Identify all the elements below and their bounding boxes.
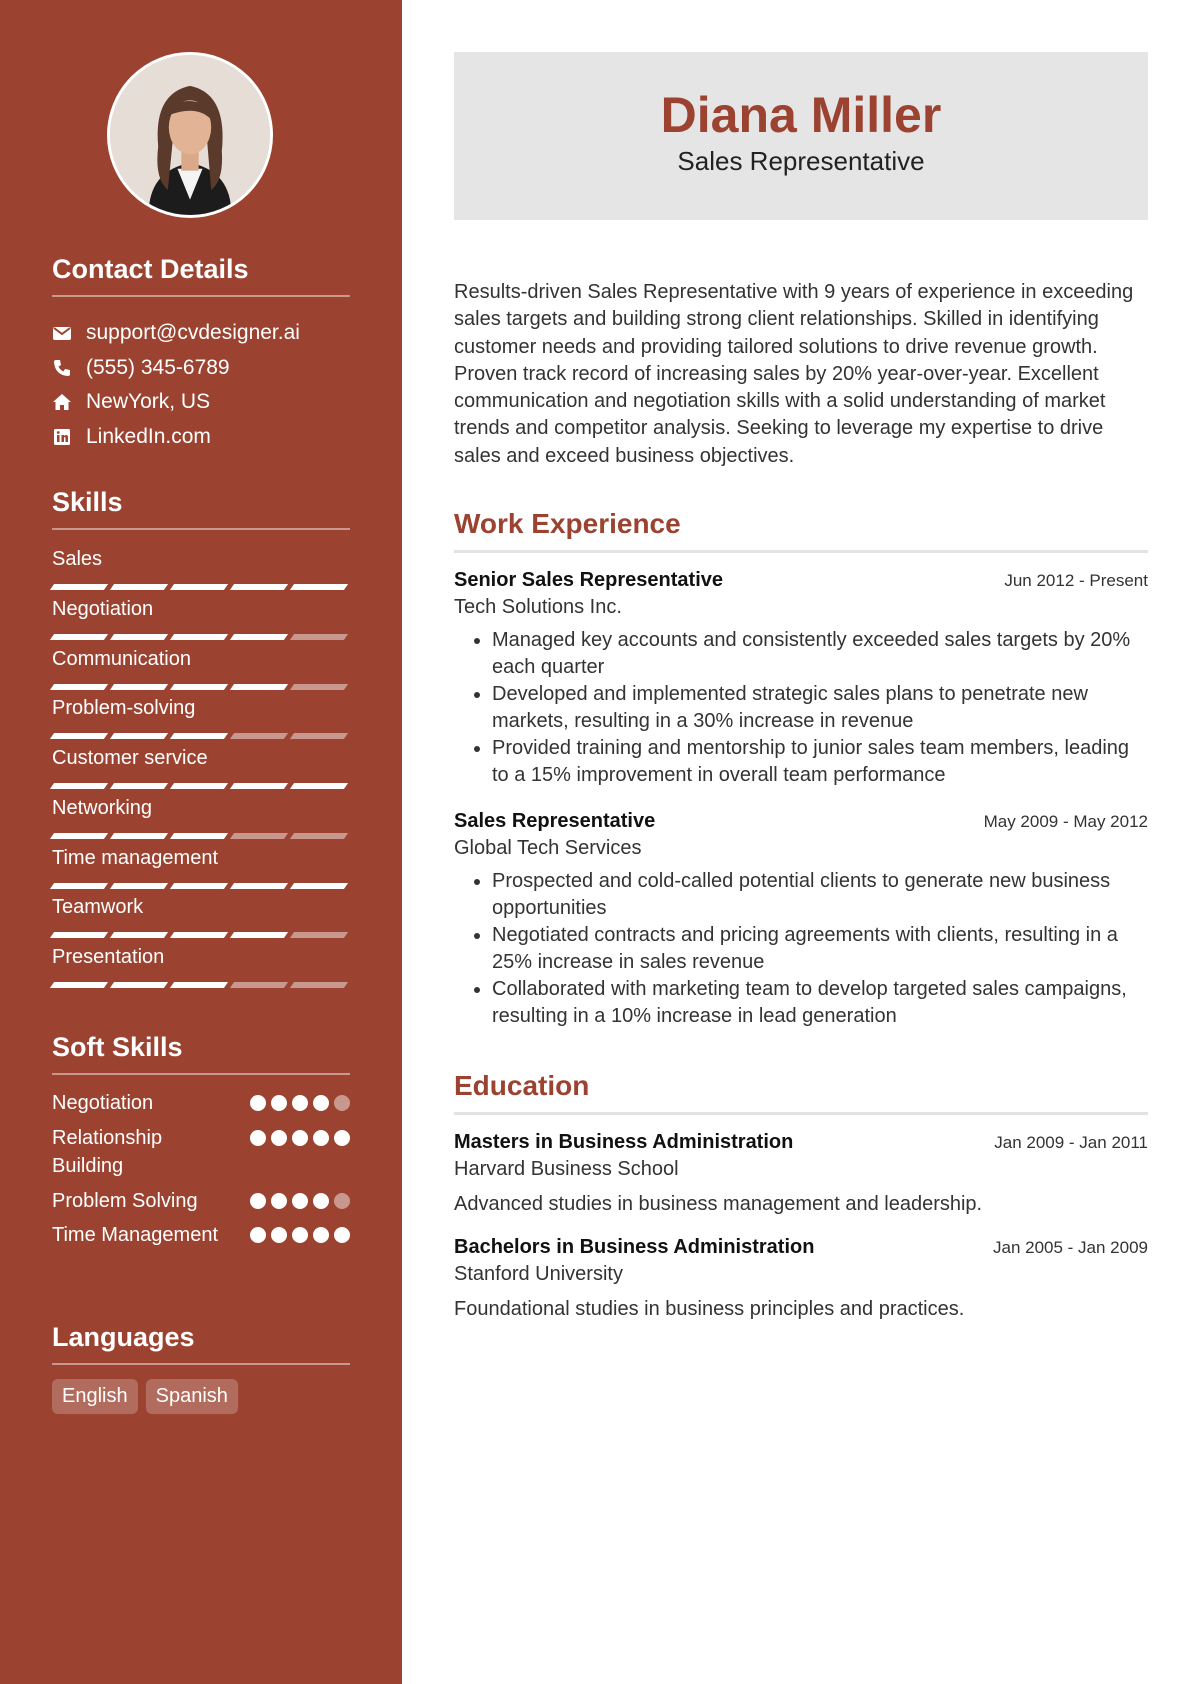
skill-bar-segment xyxy=(50,783,108,789)
contact-email-text: support@cvdesigner.ai xyxy=(86,321,300,344)
school-name: Harvard Business School xyxy=(454,1158,679,1180)
skill-bar-segment xyxy=(50,883,108,889)
skill-bar-segment xyxy=(170,684,228,690)
job-dates: May 2009 - May 2012 xyxy=(983,812,1148,831)
skill-bar-segment xyxy=(290,932,348,938)
skill-label: Teamwork xyxy=(52,896,144,918)
skill-bar-segment xyxy=(290,634,348,640)
skill-bar-segment xyxy=(110,883,168,889)
skill-label: Communication xyxy=(52,648,191,670)
education-entry xyxy=(454,1131,1148,1216)
soft-skill-rating xyxy=(250,1227,350,1249)
rating-dot xyxy=(292,1193,308,1209)
soft-skill-problem-solving xyxy=(52,1187,350,1215)
skill-bar-segment xyxy=(50,932,108,938)
rating-dot xyxy=(334,1130,350,1146)
skill-bar-segment xyxy=(230,932,288,938)
skill-problem-solving xyxy=(52,695,350,739)
skill-bar-segment xyxy=(230,634,288,640)
skill-bar-segment xyxy=(170,584,228,590)
job-bullet: • Managed key accounts and consistently exceeded sales targets by 20% each quarter xyxy=(492,627,1148,681)
education-description: Advanced studies in business management and leadership. xyxy=(454,1193,983,1215)
skill-bar xyxy=(52,634,350,640)
skill-label: Sales xyxy=(52,548,103,570)
skill-bar-segment xyxy=(290,783,348,789)
skill-bar-segment xyxy=(290,684,348,690)
skill-communication xyxy=(52,646,350,690)
skill-bar-segment xyxy=(170,833,228,839)
skill-networking xyxy=(52,795,350,839)
skill-bar-segment xyxy=(230,584,288,590)
skill-bar-segment xyxy=(110,584,168,590)
soft-skill-rating xyxy=(250,1130,350,1180)
education-entry xyxy=(454,1236,1148,1321)
rating-dot xyxy=(271,1095,287,1111)
rating-dot xyxy=(250,1227,266,1243)
skill-bar-segment xyxy=(50,584,108,590)
rating-dot xyxy=(313,1095,329,1111)
avatar xyxy=(107,52,273,218)
contact-heading: Contact Details xyxy=(52,254,350,297)
soft-skill-label: Time Management xyxy=(52,1224,218,1246)
skill-bar-segment xyxy=(290,733,348,739)
languages-heading: Languages xyxy=(52,1322,350,1365)
contact-location xyxy=(52,387,210,417)
skill-label: Negotiation xyxy=(52,598,154,620)
soft-skill-rating xyxy=(250,1095,350,1117)
job-bullet: • Provided training and mentorship to junior sales team members, leading to a 15% improvement in overall team performance xyxy=(492,735,1148,789)
contact-location-text: NewYork, US xyxy=(86,390,211,413)
soft-skills-heading: Soft Skills xyxy=(52,1032,350,1075)
soft-skill-negotiation xyxy=(52,1089,350,1117)
skill-bar-segment xyxy=(110,733,168,739)
skill-bar-segment xyxy=(110,932,168,938)
skill-bar-segment xyxy=(170,883,228,889)
job-bullet: • Negotiated contracts and pricing agreements with clients, resulting in a 25% increase in sales revenue xyxy=(492,922,1148,976)
skill-bar-segment xyxy=(170,733,228,739)
contact-linkedin-text: LinkedIn.com xyxy=(86,425,211,448)
soft-skill-label: Negotiation xyxy=(52,1092,154,1114)
skill-bar-segment xyxy=(230,883,288,889)
skill-bar-segment xyxy=(50,982,108,988)
rating-dot xyxy=(313,1227,329,1243)
skill-bar xyxy=(52,833,350,839)
contact-email[interactable] xyxy=(52,318,300,348)
skill-teamwork xyxy=(52,894,350,938)
skill-bar-segment xyxy=(50,634,108,640)
skill-customer-service xyxy=(52,745,350,789)
skill-bar-segment xyxy=(110,783,168,789)
rating-dot xyxy=(313,1130,329,1146)
rating-dot xyxy=(334,1227,350,1243)
skill-bar-segment xyxy=(290,833,348,839)
job-bullets xyxy=(454,627,1148,789)
skill-bar-segment xyxy=(50,733,108,739)
company-name: Global Tech Services xyxy=(454,837,642,859)
rating-dot xyxy=(271,1227,287,1243)
skill-bar-segment xyxy=(230,783,288,789)
soft-skill-relationship-building xyxy=(52,1124,350,1180)
skill-bar-segment xyxy=(230,733,288,739)
skill-bar xyxy=(52,883,350,889)
skill-presentation xyxy=(52,944,350,988)
degree-title: Masters in Business Administration xyxy=(454,1131,794,1153)
job-bullet: • Developed and implemented strategic sales plans to penetrate new markets, resulting in a 30% increase in revenue xyxy=(492,681,1148,735)
education-heading: Education xyxy=(454,1070,1148,1115)
job-dates: Jun 2012 - Present xyxy=(1004,571,1148,590)
rating-dot xyxy=(250,1095,266,1111)
rating-dot xyxy=(313,1193,329,1209)
skill-bar-segment xyxy=(170,932,228,938)
school-name: Stanford University xyxy=(454,1263,623,1285)
envelope-icon xyxy=(52,323,72,343)
work-experience-heading: Work Experience xyxy=(454,508,1148,553)
skill-bar-segment xyxy=(230,684,288,690)
skill-time-management xyxy=(52,845,350,889)
rating-dot xyxy=(292,1095,308,1111)
contact-linkedin[interactable] xyxy=(52,422,211,452)
skill-bar-segment xyxy=(170,634,228,640)
skill-negotiation xyxy=(52,596,350,640)
sidebar xyxy=(0,0,402,1684)
skill-bar-segment xyxy=(110,634,168,640)
skill-bar-segment xyxy=(110,982,168,988)
contact-phone-text: (555) 345-6789 xyxy=(86,356,230,379)
job-bullets xyxy=(454,868,1148,1030)
skill-bar-segment xyxy=(110,833,168,839)
profile-photo xyxy=(110,55,270,215)
skill-label: Networking xyxy=(52,797,153,819)
skill-bar xyxy=(52,684,350,690)
job-bullet: • Collaborated with marketing team to develop targeted sales campaigns, resulting in a 10% increase in lead generation xyxy=(492,976,1148,1030)
skill-label: Customer service xyxy=(52,747,208,769)
soft-skill-rating xyxy=(250,1193,350,1215)
home-icon xyxy=(52,392,72,412)
rating-dot xyxy=(250,1130,266,1146)
job-title: Senior Sales Representative xyxy=(454,569,724,591)
job-title: Sales Representative xyxy=(454,810,656,832)
education-description: Foundational studies in business principles and practices. xyxy=(454,1298,965,1320)
skill-bar-segment xyxy=(230,833,288,839)
skill-bar-segment xyxy=(170,783,228,789)
skill-bar xyxy=(52,733,350,739)
education-dates: Jan 2009 - Jan 2011 xyxy=(994,1133,1148,1152)
contact-phone[interactable] xyxy=(52,353,230,383)
skill-label: Problem-solving xyxy=(52,697,196,719)
skill-bar-segment xyxy=(50,833,108,839)
soft-skill-label: Relationship Building xyxy=(52,1127,163,1177)
rating-dot xyxy=(292,1227,308,1243)
education-dates: Jan 2005 - Jan 2009 xyxy=(992,1238,1148,1257)
skill-bar-segment xyxy=(50,684,108,690)
skill-bar-segment xyxy=(290,982,348,988)
skill-bar xyxy=(52,783,350,789)
rating-dot xyxy=(334,1095,350,1111)
rating-dot xyxy=(250,1193,266,1209)
skill-bar-segment xyxy=(110,684,168,690)
skill-bar xyxy=(52,584,350,590)
candidate-name: Diana Miller xyxy=(660,87,942,143)
linkedin-icon xyxy=(52,427,72,447)
skill-bar-segment xyxy=(290,584,348,590)
company-name: Tech Solutions Inc. xyxy=(454,596,622,618)
profile-summary: Results-driven Sales Representative with 9 years of experience in exceeding sales targets and building strong client relationships. Skilled in identifying customer needs and providing tailored solutions to drive revenue growth. Proven track record of increasing sales by 20% year-over-year. Excellent communication and negotiation skills with a solid understanding of market trends and competitor analysis. Seeking to leverage my expertise to drive sales and exceed business objectives. xyxy=(454,281,1134,467)
rating-dot xyxy=(271,1193,287,1209)
skill-bar-segment xyxy=(230,982,288,988)
soft-skill-time-management xyxy=(52,1221,350,1249)
skill-bar-segment xyxy=(170,982,228,988)
skill-bar-segment xyxy=(290,883,348,889)
rating-dot xyxy=(292,1130,308,1146)
rating-dot xyxy=(271,1130,287,1146)
skill-label: Presentation xyxy=(52,946,165,968)
job-bullet: • Prospected and cold-called potential clients to generate new business opportunities xyxy=(492,868,1148,922)
skill-label: Time management xyxy=(52,847,218,869)
soft-skill-label: Problem Solving xyxy=(52,1190,198,1212)
name-header xyxy=(454,52,1148,220)
language-tag: Spanish xyxy=(146,1379,238,1414)
skills-heading: Skills xyxy=(52,487,350,530)
phone-icon xyxy=(52,358,72,378)
skill-bar xyxy=(52,932,350,938)
work-entry xyxy=(454,810,1148,1030)
rating-dot xyxy=(334,1193,350,1209)
skill-bar xyxy=(52,982,350,988)
degree-title: Bachelors in Business Administration xyxy=(454,1236,815,1258)
language-list xyxy=(52,1379,238,1414)
skill-sales xyxy=(52,546,350,590)
language-tag: English xyxy=(52,1379,138,1414)
work-entry xyxy=(454,569,1148,789)
candidate-title: Sales Representative xyxy=(677,146,925,176)
